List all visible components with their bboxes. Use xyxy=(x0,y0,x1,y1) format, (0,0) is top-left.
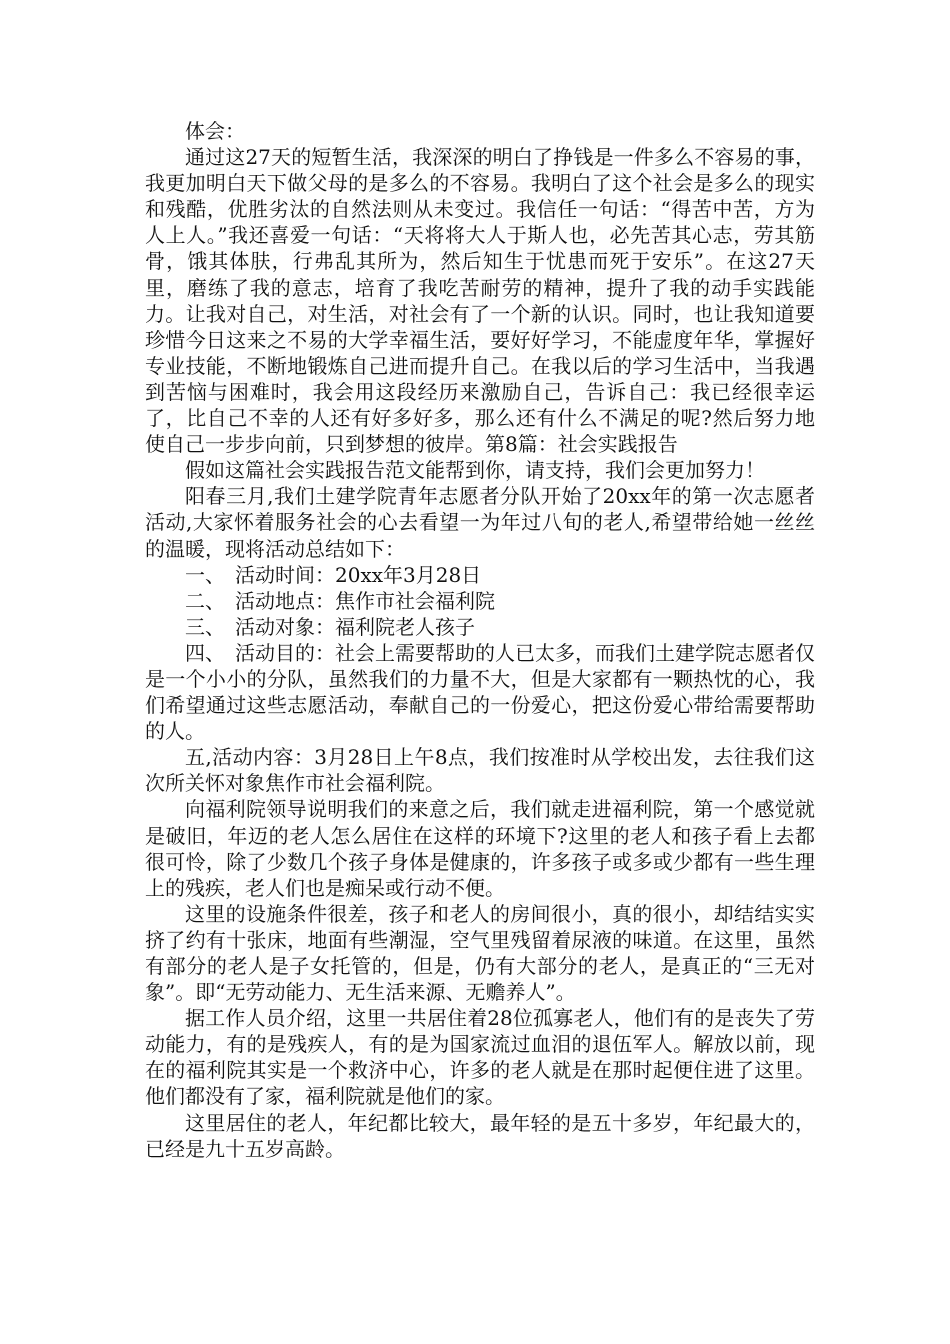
list-item: 一、 活动时间：20xx年3月28日 xyxy=(185,562,482,587)
list-item: 三、 活动对象：福利院老人孩子 xyxy=(185,614,475,639)
paragraph: 这里居住的老人，年纪都比较大，最年轻的是五十多岁，年纪最大的，已经是九十五岁高龄。 xyxy=(145,1110,815,1161)
paragraph: 通过这27天的短暂生活，我深深的明白了挣钱是一件多么不容易的事，我更加明白天下做父母的是多么的不容易。我明白了这个社会是多么的现实和残酷，优胜劣汰的自然法则从未变过。我信任一句话：“得苦中苦，方为人上人。”我还喜爱一句话：“天将将大人于斯人也，必先苦其心志，劳其筋骨，饿其体肤，行弗乱其所为，然后知生于忧患而死于安乐”。在这27天里，磨练了我的意志，培育了我吃苦耐劳的精神，提升了我的动手实践能力。让我对自己，对生活，对社会有了一个新的认识。同时，也让我知道要珍惜今日这来之不易的大学幸福生活，要好好学习，不能虚度年华，掌握好专业技能，不断地锻炼自己进而提升自己。在我以后的学习生活中，当我遇到苦恼与困难时，我会用这段经历来激励自己，告诉自己：我已经很幸运了，比自己不幸的人还有好多好多，那么还有什么不满足的呢?然后努力地使自己一步步向前，只到梦想的彼岸。第8篇：社会实践报告 xyxy=(145,145,815,457)
paragraph: 阳春三月,我们土建学院青年志愿者分队开始了20xx年的第一次志愿者活动,大家怀着服务社会的心去看望一为年过八旬的老人,希望带给她一丝丝的温暖，现将活动总结如下： xyxy=(145,484,815,561)
document-body xyxy=(145,118,815,1162)
paragraph: 向福利院领导说明我们的来意之后，我们就走进福利院，第一个感觉就是破旧，年迈的老人怎么居住在这样的环境下?这里的老人和孩子看上去都很可怜，除了少数几个孩子身体是健康的，许多孩子或多或少都有一些生理上的残疾，老人们也是痴呆或行动不便。 xyxy=(145,797,815,900)
paragraph: 假如这篇社会实践报告范文能帮到你，请支持，我们会更加努力！ xyxy=(185,458,765,483)
paragraph: 这里的设施条件很差，孩子和老人的房间很小，真的很小，却结结实实挤了约有十张床，地面有些潮湿，空气里残留着尿液的味道。在这里，虽然有部分的老人是子女托管的，但是，仍有大部分的老人，是真正的“三无对象”。即“无劳动能力、无生活来源、无赡养人”。 xyxy=(145,901,815,1005)
paragraph: 据工作人员介绍，这里一共居住着28位孤寡老人，他们有的是丧失了劳动能力，有的是残疾人，有的是为国家流过血泪的退伍军人。解放以前，现在的福利院其实是一个救济中心，许多的老人就是在那时起便住进了这里。他们都没有了家，福利院就是他们的家。 xyxy=(145,1006,815,1109)
paragraph: 体会： xyxy=(185,119,245,143)
paragraph: 五,活动内容：3月28日上午8点，我们按准时从学校出发，去往我们这次所关怀对象焦作市社会福利院。 xyxy=(145,745,815,796)
list-item: 四、 活动目的：社会上需要帮助的人已太多，而我们土建学院志愿者仅是一个小小的分队，虽然我们的力量不大，但是大家都有一颗热忱的心，我们希望通过这些志愿活动，奉献自己的一份爱心，把这份爱心带给需要帮助的人。 xyxy=(145,640,815,744)
list-item: 二、 活动地点：焦作市社会福利院 xyxy=(185,588,495,613)
